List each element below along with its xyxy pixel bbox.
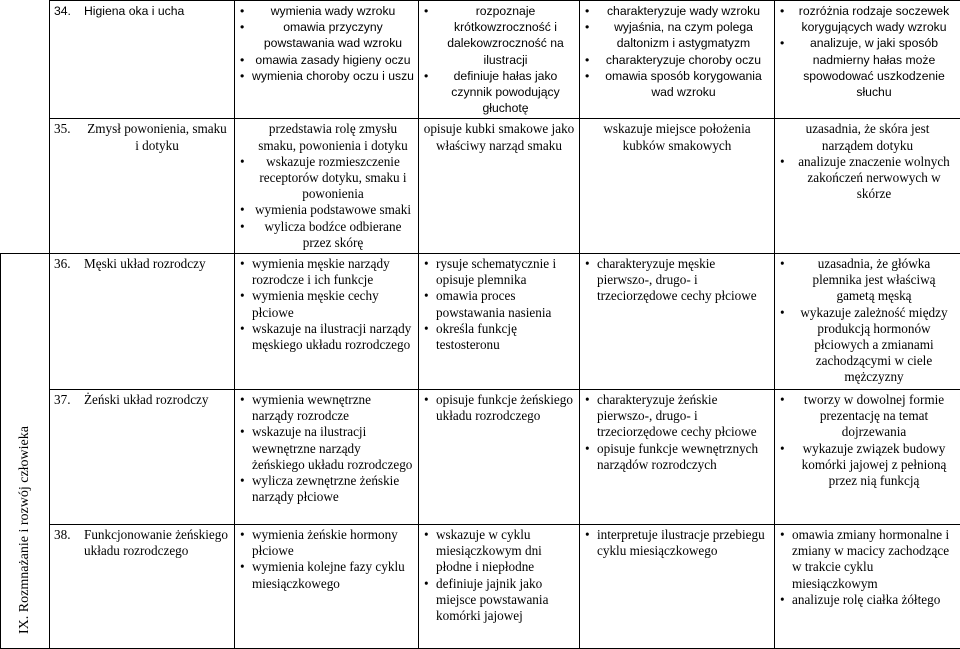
table-row [1,1,960,119]
requirements-extended [419,119,580,254]
list-item: • wymienia wady wzroku [252,3,414,19]
requirements-basic [235,525,419,649]
section-label: IX. Rozmnażanie i rozwój człowieka [17,426,33,634]
list-item: • wymienia wewnętrzne narządy rozrodcze [252,392,414,424]
topic-title: Zmysł powonienia, smaku i dotyku [84,121,230,153]
list-item: • wymienia męskie narządy rozrodcze i ich funkcje [252,256,414,288]
requirements-basic [235,1,419,119]
section-cell-empty [1,119,50,254]
list-item: • wymienia męskie cechy płciowe [252,288,414,320]
list-item: • omawia zmiany hormonalne i zmiany w macicy zachodzące w trakcie cyklu miesiączkowym [792,527,956,592]
topic-title: Żeński układ rozrodczy [84,392,230,408]
requirements-extended [419,525,580,649]
list-item: • wymienia podstawowe smaki [252,202,414,218]
list-item: • wskazuje rozmieszczenie receptorów dotyku, smaku i powonienia [252,154,414,203]
table-row [1,525,960,649]
topic-title: Męski układ rozrodczy [84,256,230,272]
requirements-complete [580,119,775,254]
requirements-advanced [775,390,960,525]
requirements-extended [419,254,580,390]
list-item: • tworzy w dowolnej formie prezentację na temat dojrzewania [792,392,956,441]
section-cell-empty [1,1,50,119]
list-item: przedstawia rolę zmysłu smaku, powonienia i dotyku [252,121,414,153]
list-item: • wskazuje na ilustracji narządy męskiego układu rozrodczego [252,321,414,353]
topic-cell [50,119,235,254]
list-item: • charakteryzuje choroby oczu [597,52,770,68]
requirements-advanced [775,1,960,119]
topic-title: Higiena oka i ucha [84,3,230,19]
list-item: • uzasadnia, że główka plemnika jest właściwą gametą męską [792,256,956,305]
requirements-extended [419,1,580,119]
list-item: • wykazuje związek budowy komórki jajowej z pełnioną przez nią funkcją [792,441,956,490]
list-item: • wskazuje na ilustracji wewnętrzne narządy żeńskiego układu rozrodczego [252,424,414,473]
requirements-complete [580,254,775,390]
list-item: • interpretuje ilustracje przebiegu cyklu miesiączkowego [597,527,770,559]
list-item: uzasadnia, że skóra jest narządem dotyku [779,121,956,153]
list-item: • wskazuje w cyklu miesiączkowym dni płodne i niepłodne [436,527,575,576]
requirements-basic [235,254,419,390]
list-item: • analizuje rolę ciałka żółtego [792,592,956,608]
list-item: • analizuje, w jaki sposób nadmierny hałas może spowodować uszkodzenie słuchu [792,35,956,100]
topic-cell [50,390,235,525]
list-item: • omawia zasady higieny oczu [252,52,414,68]
list-item: • analizuje znaczenie wolnych zakończeń nerwowych w skórze [792,154,956,203]
topic-number: 38. [54,527,84,559]
list-item: • definiuje jajnik jako miejsce powstawania komórki jajowej [436,576,575,625]
list-item: • wymienia kolejne fazy cyklu miesiączkowego [252,559,414,591]
topic-cell [50,1,235,119]
list-item: • charakteryzuje wady wzroku [597,3,770,19]
list-item: • charakteryzuje żeńskie pierwszo-, drugo- i trzeciorzędowe cechy płciowe [597,392,770,441]
list-item: • definiuje hałas jako czynnik powodujący głuchotę [436,68,575,117]
list-item: • wyjaśnia, na czym polega daltonizm i astygmatyzm [597,19,770,51]
topic-number: 37. [54,392,84,408]
list-item: • wylicza zewnętrzne żeńskie narządy płciowe [252,473,414,505]
topic-number: 35. [54,121,84,153]
topic-number: 34. [54,3,84,19]
list-item: • charakteryzuje męskie pierwszo-, drugo- i trzeciorzędowe cechy płciowe [597,256,770,305]
table-row [1,254,960,390]
list-item: • opisuje funkcje wewnętrznych narządów rozrodczych [597,441,770,473]
list-item: • omawia przyczyny powstawania wad wzroku [252,19,414,51]
list-item: • wylicza bodźce odbierane przez skórę [252,219,414,251]
requirements-extended [419,390,580,525]
list-item: • określa funkcję testosteronu [436,321,575,353]
list-item: • rysuje schematycznie i opisuje plemnika [436,256,575,288]
list-item: • wymienia choroby oczu i uszu [252,68,414,84]
requirements-advanced [775,254,960,390]
list-item: • omawia sposób korygowania wad wzroku [597,68,770,100]
table-row [1,119,960,254]
requirements-advanced [775,119,960,254]
topic-number: 36. [54,256,84,272]
list-item: • wykazuje zależność między produkcją hormonów płciowych a zmianami zachodzącymi w ciele mężczyzny [792,305,956,386]
list-item: • wymienia żeńskie hormony płciowe [252,527,414,559]
table-row [1,390,960,525]
list-item: opisuje kubki smakowe jako właściwy narząd smaku [423,121,575,153]
list-item: • opisuje funkcje żeńskiego układu rozrodczego [436,392,575,424]
section-label-cell [1,254,50,649]
topic-title: Funkcjonowanie żeńskiego układu rozrodczego [84,527,230,559]
requirements-basic [235,390,419,525]
requirements-complete [580,525,775,649]
list-item: • rozpoznaje krótkowzroczność i dalekowzroczność na ilustracji [436,3,575,68]
list-item: • rozróżnia rodzaje soczewek korygujących wady wzroku [792,3,956,35]
requirements-advanced [775,525,960,649]
requirements-complete [580,390,775,525]
topic-cell [50,525,235,649]
requirements-basic [235,119,419,254]
topic-cell [50,254,235,390]
list-item: • omawia proces powstawania nasienia [436,288,575,320]
requirements-complete [580,1,775,119]
list-item: wskazuje miejsce położenia kubków smakowych [584,121,770,153]
